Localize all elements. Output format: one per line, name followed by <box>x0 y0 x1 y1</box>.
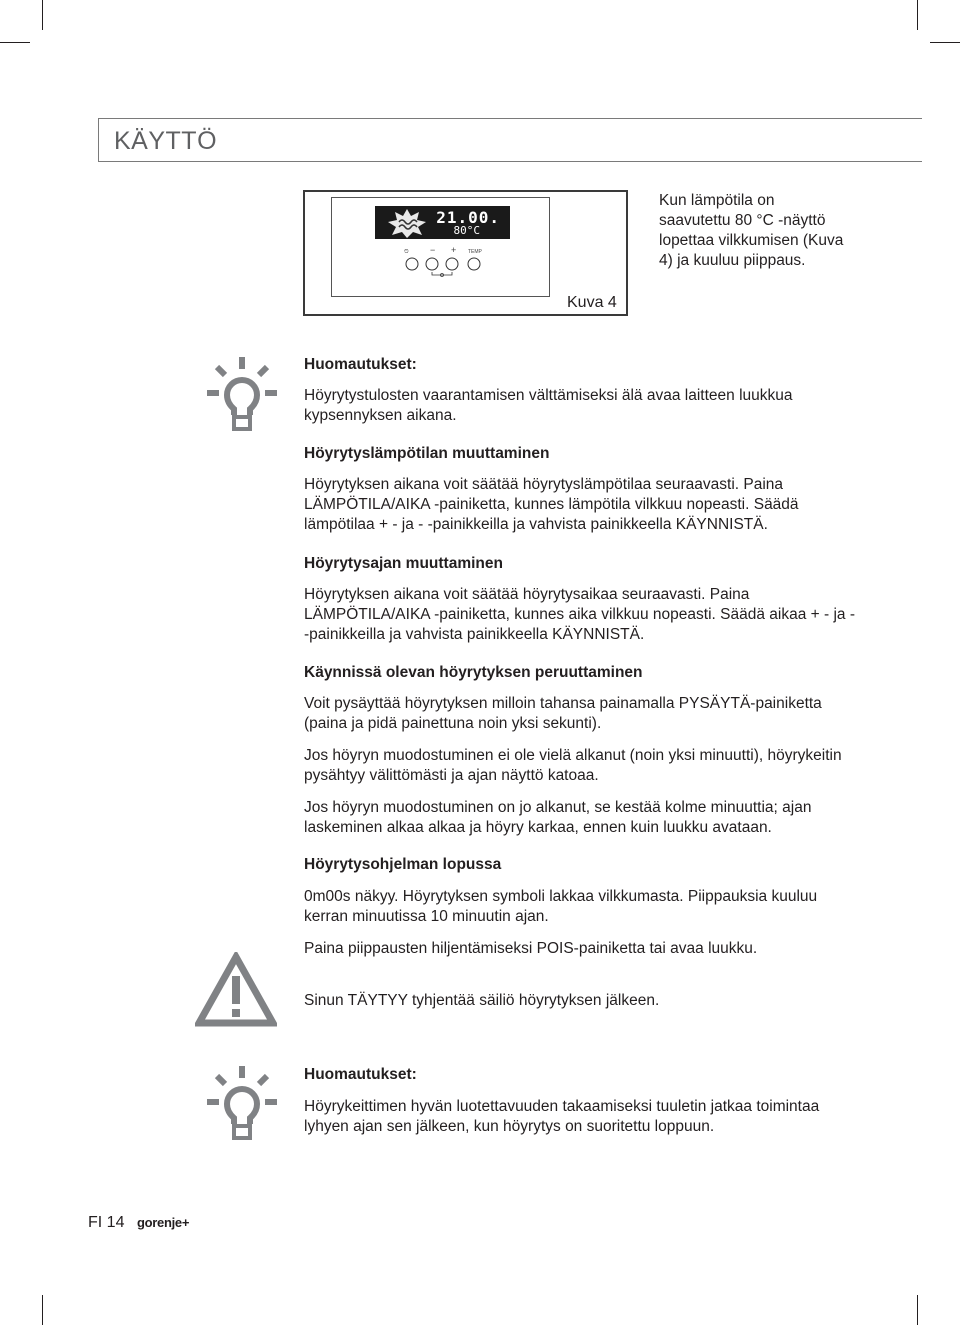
crop-mark <box>0 42 30 43</box>
crop-mark <box>917 1295 918 1325</box>
section-text: Voit pysäyttää höyrytyksen milloin tahansa painamalla PYSÄYTÄ-painiketta (paina ja pidä painettuna noin yksi sekunti). <box>304 695 822 732</box>
page-number: FI 14 <box>88 1214 125 1231</box>
display-time: 21.00. <box>436 208 500 227</box>
note-text: Höyrykeittimen hyvän luotettavuuden takaamiseksi tuuletin jatkaa toimintaa lyhyen ajan sen jälkeen, kun höyrytys on suoritettu loppuun. <box>304 1098 820 1135</box>
section-heading: Höyrytysajan muuttaminen <box>304 555 503 572</box>
warning-text: Sinun TÄYTYY tyhjentää säiliö höyrytyksen jälkeen. <box>304 992 660 1009</box>
header-rule-side <box>98 118 99 161</box>
crop-mark <box>42 1295 43 1325</box>
note-title: Huomautukset: <box>304 1066 417 1083</box>
oven-display <box>375 206 510 239</box>
svg-text:TEMP: TEMP <box>468 249 482 255</box>
header-rule-top <box>98 118 922 119</box>
note-text: Höyrytystulosten vaarantamisen välttämiseksi älä avaa laitteen luukkua kypsennyksen aikana. <box>304 387 793 424</box>
steam-flash-icon <box>387 208 427 238</box>
control-panel-illustration <box>331 197 550 297</box>
crop-mark <box>917 0 918 30</box>
section-heading: Höyrytyslämpötilan muuttaminen <box>304 445 550 462</box>
svg-text:⏲: ⏲ <box>404 249 409 255</box>
section-text: Höyrytyksen aikana voit säätää höyrytysaikaa seuraavasti. Paina LÄMPÖTILA/AIKA -painiketta, kunnes aika vilkkuu nopeasti. Säädä aikaa + - ja - -painikkeilla ja vahvista painikkeella KÄYNNISTÄ. <box>304 586 855 643</box>
warning-triangle-icon <box>195 952 277 1028</box>
panel-buttons <box>402 245 492 281</box>
note-title: Huomautukset: <box>304 356 417 373</box>
section-text: Jos höyryn muodostuminen on jo alkanut, se kestää kolme minuuttia; ajan laskeminen alkaa alkaa ja höyry karkaa, ennen kuin luukku avataan. <box>304 799 812 836</box>
svg-text:−: − <box>430 245 436 255</box>
section-text: Höyrytyksen aikana voit säätää höyrytyslämpötilaa seuraavasti. Paina LÄMPÖTILA/AIKA -painiketta, kunnes lämpötila vilkkuu nopeasti. Säädä lämpötilaa + - ja - -painikkeilla ja vahvista painikkeella KÄYNNISTÄ. <box>304 476 799 533</box>
brand-logo: gorenje+ <box>137 1215 190 1230</box>
section-heading: Höyrytysohjelman lopussa <box>304 856 502 873</box>
svg-text:+: + <box>451 245 457 255</box>
lightbulb-icon <box>205 1064 280 1144</box>
figure-caption: Kun lämpötila on saavutettu 80 °C -näyttö lopettaa vilkkumisen (Kuva 4) ja kuuluu piippaus. <box>659 192 844 269</box>
header-rule-bottom <box>98 161 922 162</box>
section-text: 0m00s näkyy. Höyrytyksen symboli lakkaa vilkkumasta. Piippauksia kuuluu kerran minuutissa 10 minuutin ajan. <box>304 888 818 925</box>
section-text: Jos höyryn muodostuminen ei ole vielä alkanut (noin yksi minuutti), höyrykeitin pysähtyy välittömästi ja ajan näyttö katoaa. <box>304 747 842 784</box>
display-temperature: 80°C <box>453 224 480 237</box>
figure-label: Kuva 4 <box>567 294 617 311</box>
section-heading: Käynnissä olevan höyrytyksen peruuttaminen <box>304 664 643 681</box>
section-text: Paina piippausten hiljentämiseksi POIS-painiketta tai avaa luukku. <box>304 940 758 957</box>
page-title: KÄYTTÖ <box>114 127 218 155</box>
crop-mark <box>930 42 960 43</box>
lightbulb-icon <box>205 355 280 435</box>
crop-mark <box>42 0 43 30</box>
